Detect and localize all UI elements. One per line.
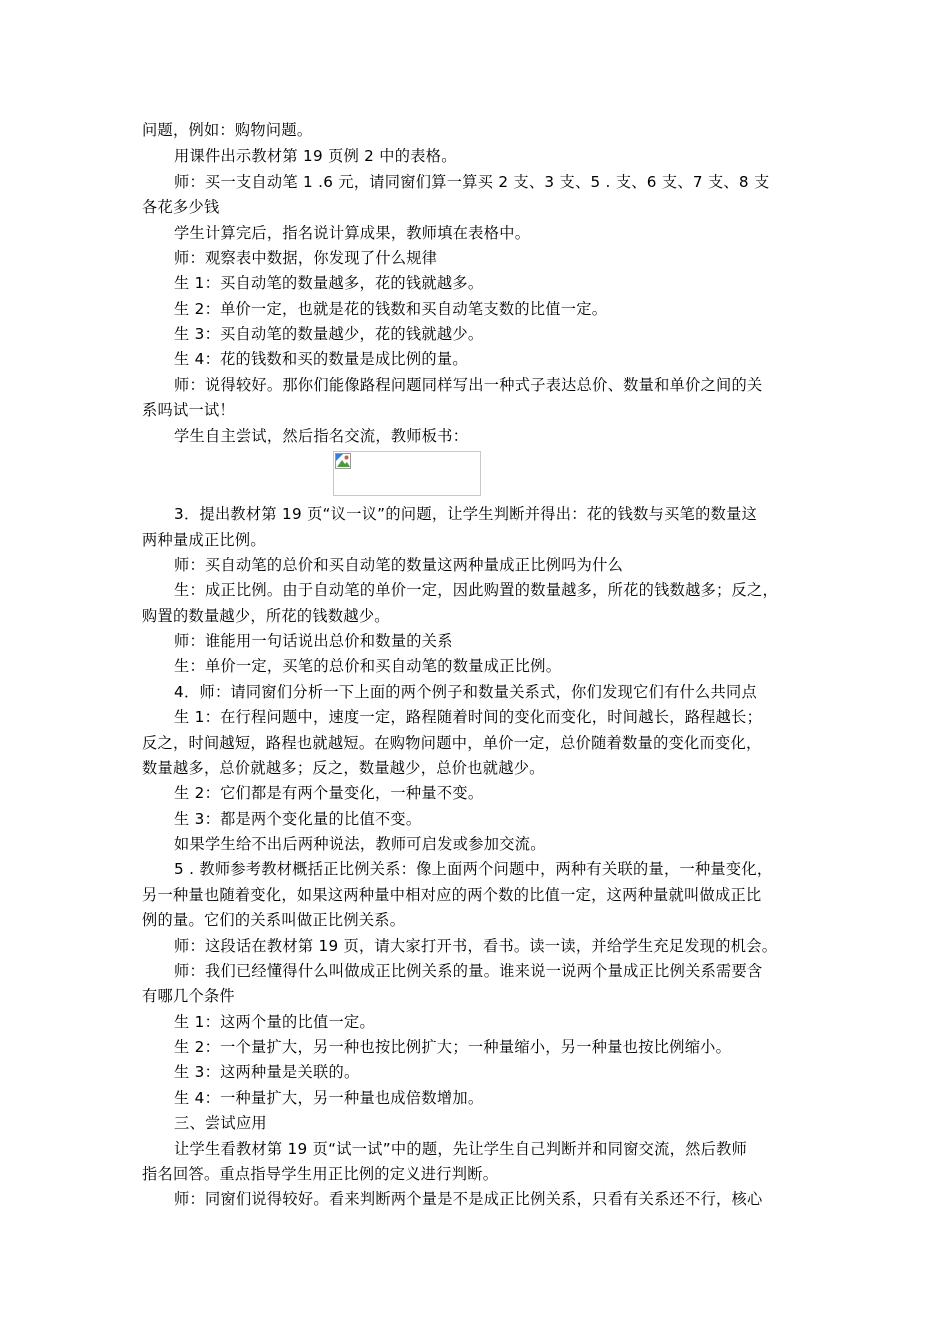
text-line: 有哪几个条件 [142, 987, 235, 1005]
text-line: 师：这段话在教材第 19 页，请大家打开书，看书。读一读，并给学生充足发现的机会。 [174, 937, 778, 955]
text-line: 师：我们已经懂得什么叫做成正比例关系的量。谁来说一说两个量成正比例关系需要含 [174, 962, 763, 980]
text-line: 生 3：都是两个变化量的比值不变。 [174, 810, 422, 828]
text-line: 师：说得较好。那你们能像路程问题同样写出一种式子表达总价、数量和单价之间的关 [174, 376, 763, 394]
text-line: 生：单价一定，买笔的总价和买自动笔的数量成正比例。 [174, 657, 562, 675]
text-line: 问题，例如：购物问题。 [142, 121, 313, 139]
broken-image-icon [335, 453, 353, 471]
text-line: 指名回答。重点指导学生用正比例的定义进行判断。 [142, 1165, 499, 1183]
text-line: 生 4：花的钱数和买的数量是成比例的量。 [174, 350, 468, 368]
text-line: 生 2：一个量扩大，另一种也按比例扩大；一种量缩小，另一种量也按比例缩小。 [174, 1038, 732, 1056]
text-line: 5 . 教师参考教材概括正比例关系：像上面两个问题中，两种有关联的量，一种量变化， [174, 860, 773, 878]
text-line: 生：成正比例。由于自动笔的单价一定，因此购置的数量越多，所花的钱数越多；反之， [174, 581, 779, 599]
text-line: 数量越多，总价就越多；反之，数量越少，总价也就越少。 [142, 759, 545, 777]
text-line: 让学生看教材第 19 页“试一试”中的题，先让学生自己判断并和同窗交流，然后教师 [174, 1140, 748, 1158]
text-line: 反之，时间越短，路程也就越短。在购物问题中，单价一定，总价随着数量的变化而变化， [142, 734, 762, 752]
text-line: 如果学生给不出后两种说法，教师可启发或参加交流。 [174, 835, 546, 853]
text-line: 师：同窗们说得较好。看来判断两个量是不是成正比例关系，只看有关系还不行，核心 [174, 1190, 763, 1208]
text-line: 生 1：买自动笔的数量越多，花的钱就越多。 [174, 274, 484, 292]
text-line: 生 2：单价一定，也就是花的钱数和买自动笔支数的比值一定。 [174, 300, 608, 318]
text-line: 两种量成正比例。 [142, 531, 266, 549]
text-line: 生 1：这两个量的比值一定。 [174, 1013, 375, 1031]
text-line: 学生自主尝试，然后指名交流，教师板书： [174, 427, 469, 445]
text-line: 例的量。它们的关系叫做正比例关系。 [142, 911, 406, 929]
text-line: 用课件出示教材第 19 页例 2 中的表格。 [174, 147, 457, 165]
text-line: 另一种量也随着变化，如果这两种量中相对应的两个数的比值一定，这两种量就叫做成正比 [142, 886, 762, 904]
text-line: 各花多少钱 [142, 198, 220, 216]
text-line: 学生计算完后，指名说计算成果，教师填在表格中。 [174, 224, 531, 242]
text-line: 生 1：在行程问题中，速度一定，路程随着时间的变化而变化，时间越长，路程越长； [174, 708, 763, 726]
text-line: 3．提出教材第 19 页“议一议”的问题，让学生判断并得出：花的钱数与买笔的数量这 [174, 505, 758, 523]
text-line: 师：观察表中数据，你发现了什么规律 [174, 249, 438, 267]
text-line: 师：买自动笔的总价和买自动笔的数量这两种量成正比例吗为什么 [174, 556, 624, 574]
text-line: 生 3：买自动笔的数量越少，花的钱就越少。 [174, 325, 484, 343]
text-line: 系吗试一试！ [142, 401, 235, 419]
section-heading: 三、尝试应用 [174, 1114, 267, 1132]
board-writing-image [333, 451, 481, 496]
text-line: 师：买一支自动笔 1 .6 元，请同窗们算一算买 2 支、3 支、5 . 支、6 支、7 支、8 支 [174, 173, 770, 191]
text-line: 师：谁能用一句话说出总价和数量的关系 [174, 632, 453, 650]
text-line: 生 4：一种量扩大，另一种量也成倍数增加。 [174, 1089, 484, 1107]
text-line: 购置的数量越少，所花的钱数越少。 [142, 607, 390, 625]
text-line: 生 3：这两种量是关联的。 [174, 1063, 360, 1081]
text-line: 4．师：请同窗们分析一下上面的两个例子和数量关系式，你们发现它们有什么共同点 [174, 683, 757, 701]
text-line: 生 2：它们都是有两个量变化，一种量不变。 [174, 784, 484, 802]
